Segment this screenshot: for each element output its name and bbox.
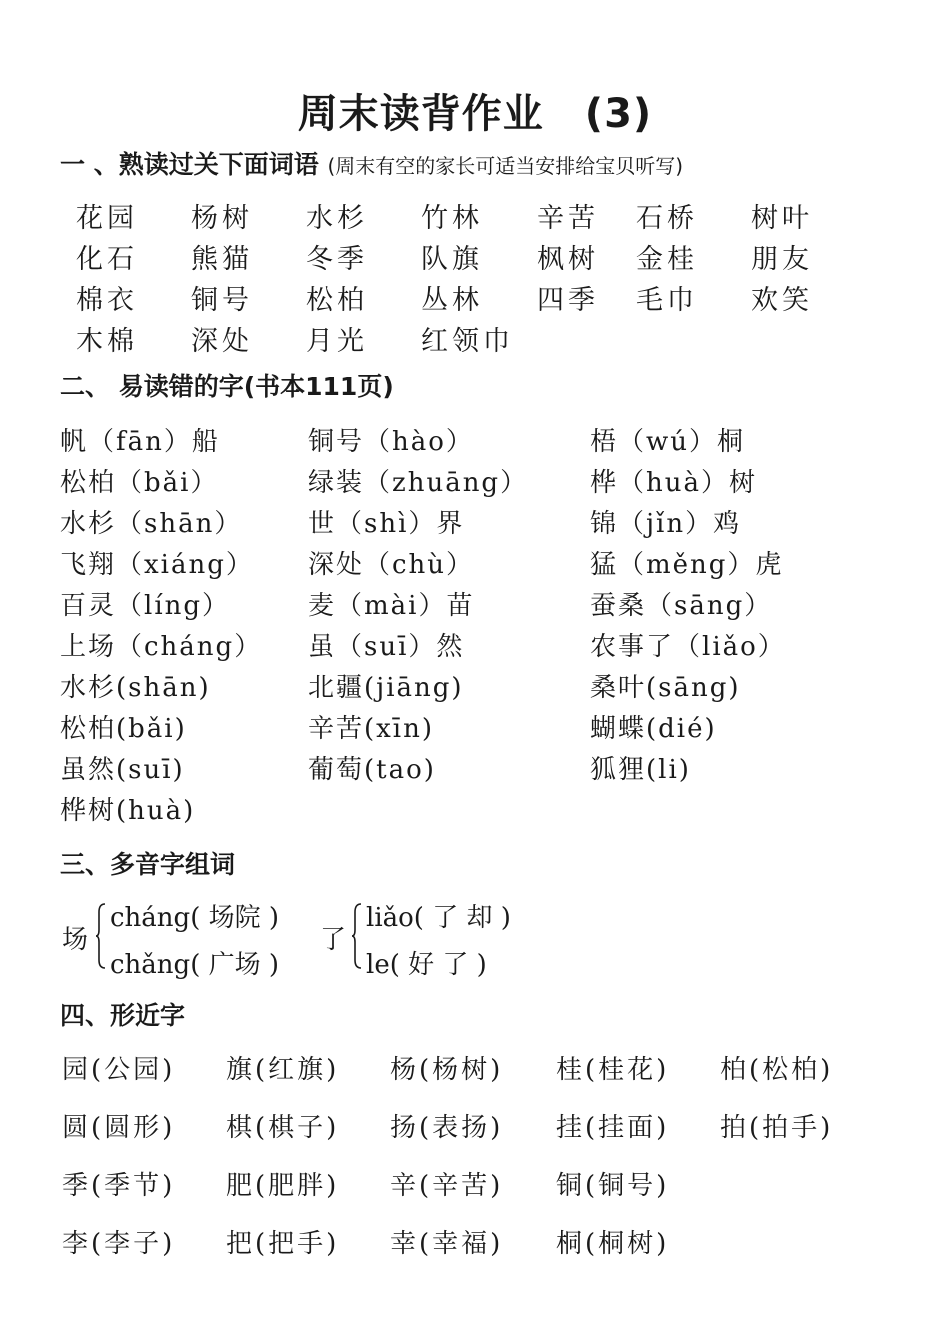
similar-char-item: 杨(杨树) xyxy=(390,1055,504,1085)
similar-char-item: 挂(挂面) xyxy=(556,1113,670,1143)
pinyin-item: 虽（suī）然 xyxy=(308,632,465,662)
word-cell: 松柏 xyxy=(306,285,368,316)
pinyin-item: 铜号（hào） xyxy=(308,427,474,457)
section-4-heading: 四、形近字 xyxy=(60,1001,186,1030)
word-cell: 木棉 xyxy=(76,326,138,357)
section-1-heading xyxy=(60,145,683,181)
pinyin-item: 水杉(shān) xyxy=(60,673,211,703)
pinyin-item: 绿装（zhuāng） xyxy=(308,468,529,498)
pinyin-item: 狐狸(li) xyxy=(590,755,691,785)
pinyin-item: 世（shì）界 xyxy=(308,509,465,539)
word-cell: 竹林 xyxy=(421,203,483,234)
word-cell: 四季 xyxy=(537,285,599,316)
word-cell: 红领巾 xyxy=(421,326,514,357)
pinyin-item: 锦（jǐn）鸡 xyxy=(590,509,742,539)
similar-char-item: 柏(松柏) xyxy=(720,1055,834,1085)
word-cell: 枫树 xyxy=(537,244,599,275)
pinyin-item: 辛苦(xīn) xyxy=(308,714,435,744)
similar-char-item: 桐(桐树) xyxy=(556,1229,670,1259)
word-cell: 辛苦 xyxy=(537,203,599,234)
word-cell: 铜号 xyxy=(191,285,253,316)
similar-char-item: 桂(桂花) xyxy=(556,1055,670,1085)
word-cell: 朋友 xyxy=(751,244,813,275)
similar-char-item: 扬(表扬) xyxy=(390,1113,504,1143)
word-cell: 欢笑 xyxy=(751,285,813,316)
polyphone-reading: le( 好 了 ) xyxy=(366,950,487,980)
pinyin-item: 北疆(jiāng) xyxy=(308,673,464,703)
similar-char-item: 铜(铜号) xyxy=(556,1171,670,1201)
pinyin-item: 桑叶(sāng) xyxy=(590,673,741,703)
pinyin-item: 猛（měng）虎 xyxy=(590,550,784,580)
word-cell: 队旗 xyxy=(421,244,483,275)
pinyin-item: 飞翔（xiáng） xyxy=(60,550,254,580)
polyphone-reading: cháng( 场院 ) xyxy=(110,903,280,933)
word-cell: 深处 xyxy=(191,326,253,357)
section-3-heading: 三、多音字组词 xyxy=(60,850,236,879)
pinyin-item: 葡萄(tao) xyxy=(308,755,436,785)
pinyin-item: 麦（mài）苗 xyxy=(308,591,475,621)
word-cell: 金桂 xyxy=(636,244,698,275)
pinyin-item: 蚕桑（sāng） xyxy=(590,591,773,621)
pinyin-item: 水杉（shān） xyxy=(60,509,243,539)
section-2-heading: 二、 易读错的字(书本111页) xyxy=(60,372,394,401)
brace-icon xyxy=(352,902,362,970)
pinyin-item: 桦（huà）树 xyxy=(590,468,757,498)
similar-char-item: 园(公园) xyxy=(62,1055,176,1085)
pinyin-item: 虽然(suī) xyxy=(60,755,185,785)
word-cell: 化石 xyxy=(76,244,138,275)
word-cell: 花园 xyxy=(76,203,138,234)
pinyin-item: 松柏(bǎi) xyxy=(60,714,187,744)
word-cell: 毛巾 xyxy=(636,285,698,316)
word-cell: 丛林 xyxy=(421,285,483,316)
similar-char-item: 拍(拍手) xyxy=(720,1113,834,1143)
similar-char-item: 季(季节) xyxy=(62,1171,176,1201)
word-cell: 水杉 xyxy=(306,203,368,234)
similar-char-item: 圆(圆形) xyxy=(62,1113,176,1143)
similar-char-item: 把(把手) xyxy=(226,1229,340,1259)
pinyin-item: 梧（wú）桐 xyxy=(590,427,746,457)
word-cell: 棉衣 xyxy=(76,285,138,316)
pinyin-item: 松柏（bǎi） xyxy=(60,468,219,498)
section-1-note: (周末有空的家长可适当安排给宝贝听写) xyxy=(327,154,684,178)
polyphone-reading: liǎo( 了 却 ) xyxy=(366,903,511,933)
section-1-title: 一 、熟读过关下面词语 xyxy=(60,150,319,179)
similar-char-item: 旗(红旗) xyxy=(226,1055,340,1085)
similar-char-item: 幸(幸福) xyxy=(390,1229,504,1259)
pinyin-item: 上场（cháng） xyxy=(60,632,263,662)
similar-char-item: 李(李子) xyxy=(62,1229,176,1259)
pinyin-item: 深处（chù） xyxy=(308,550,475,580)
polyphone-char: 场 xyxy=(62,925,89,955)
word-cell: 树叶 xyxy=(751,203,813,234)
polyphone-char: 了 xyxy=(320,925,347,955)
similar-char-item: 棋(棋子) xyxy=(226,1113,340,1143)
word-cell: 月光 xyxy=(306,326,368,357)
word-cell: 杨树 xyxy=(191,203,253,234)
similar-char-item: 辛(辛苦) xyxy=(390,1171,504,1201)
brace-icon xyxy=(96,902,106,970)
pinyin-item: 帆（fān）船 xyxy=(60,427,220,457)
similar-char-item: 肥(肥胖) xyxy=(226,1171,340,1201)
pinyin-item: 百灵（líng） xyxy=(60,591,231,621)
word-cell: 石桥 xyxy=(636,203,698,234)
word-cell: 冬季 xyxy=(306,244,368,275)
polyphone-reading: chǎng( 广场 ) xyxy=(110,950,280,980)
pinyin-item: 桦树(huà) xyxy=(60,796,196,826)
word-cell: 熊猫 xyxy=(191,244,253,275)
pinyin-item: 蝴蝶(dié) xyxy=(590,714,717,744)
page-title: 周末读背作业 (3) xyxy=(297,91,653,137)
pinyin-item: 农事了（liǎo） xyxy=(590,632,786,662)
